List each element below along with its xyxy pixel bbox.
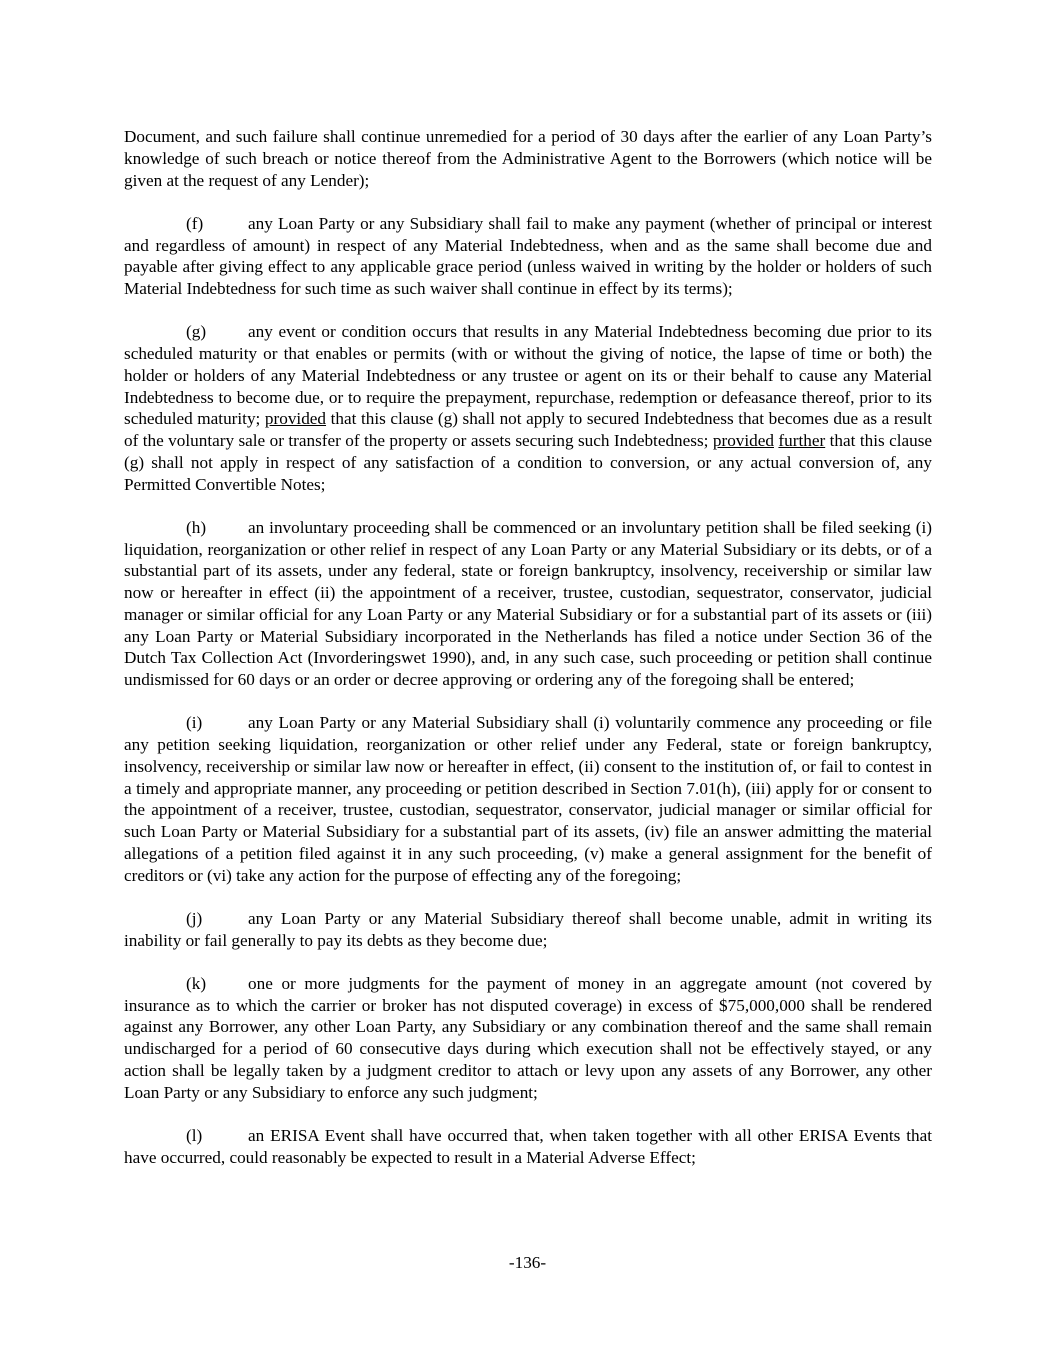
clause-f-text: any Loan Party or any Subsidiary shall fail to make any payment (whether of principal or interest and regardless of amount) in respect of any Material Indebtedness, when and as the same shall become due and payable after giving effect to any applicable grace period (unless waived in writing by the holder or holders of such Material Indebtedness for such time as such waiver shall continue in effect by its terms); xyxy=(124,213,932,298)
clause-j-text: any Loan Party or any Material Subsidiary thereof shall become unable, admit in writing its inability or fail generally to pay its debts as they become due; xyxy=(124,908,932,950)
clause-i xyxy=(124,712,932,886)
opening-paragraph-text: Document, and such failure shall continue unremedied for a period of 30 days after the earlier of any Loan Party’s knowledge of such breach or notice thereof from the Administrative Agent to the Borrowers (which notice will be given at the request of any Lender); xyxy=(124,127,932,190)
clause-g-further: further xyxy=(778,431,826,450)
clause-g-text-1: any event or condition occurs that results in any Material Indebtedness becoming due prior to its scheduled maturity or that enables or permits (with or without the giving of notice, the lapse of time or both) the holder or holders of any Material Indebtedness or any trustee or agent on its or their behalf to cause any Material Indebtedness to become due, or to require the prepayment, repurchase, redemption or defeasance thereof, prior to its scheduled maturity; xyxy=(124,322,932,429)
clause-l-label: (l) xyxy=(186,1125,203,1145)
clause-i-label: (i) xyxy=(186,713,203,733)
clause-h-label: (h) xyxy=(186,517,207,537)
clause-g-text-2: that this clause (g) shall not apply to secured Indebtedness that becomes due as a result of the voluntary sale or transfer of the property or assets securing such Indebtedness; xyxy=(124,409,933,450)
clause-l-text: an ERISA Event shall have occurred that, when taken together with all other ERISA Events that have occurred, could reasonably be expected to result in a Material Adverse Effect; xyxy=(124,1125,932,1167)
clause-k-label: (k) xyxy=(186,973,207,993)
clause-i-text: any Loan Party or any Material Subsidiary shall (i) voluntarily commence any proceeding or file any petition seeking liquidation, reorganization or other relief under any Federal, state or foreign bankruptcy, insolvency, receivership or similar law now or hereafter in effect, (ii) consent to the institution of, or fail to contest in a timely and appropriate manner, any proceeding or petition described in Section 7.01(h), (iii) apply for or consent to the appointment of a receiver, trustee, custodian, sequestrator, conservator, judicial manager or similar official for such Loan Party or Material Subsidiary for a substantial part of its assets, (iv) file an answer admitting the material allegations of a petition filed against it in any such proceeding, (v) make a general assignment for the benefit of creditors or (vi) take any action for the purpose of effecting any of the foregoing; xyxy=(124,713,932,885)
opening-paragraph xyxy=(124,126,932,191)
clause-g-text-3: that this clause (g) shall not apply in respect of any satisfaction of a condition to conversion, or any actual conversion of, any Permitted Convertible Notes; xyxy=(124,431,933,494)
clause-g-label: (g) xyxy=(186,322,207,342)
clause-k-text: one or more judgments for the payment of money in an aggregate amount (not covered by insurance as to which the carrier or broker has not disputed coverage) in excess of $75,000,000 shall be rendered against any Borrower, any other Loan Party, any Subsidiary or any combination thereof and the same shall remain undischarged for a period of 60 consecutive days during which execution shall not be effectively stayed, or any action shall be legally taken by a judgment creditor to attach or levy upon any assets of any Borrower, any other Loan Party or any Subsidiary to enforce any such judgment; xyxy=(124,973,932,1102)
clause-l xyxy=(124,1125,932,1169)
page-number: -136- xyxy=(508,1253,547,1272)
clause-j xyxy=(124,908,932,952)
clause-f-label: (f) xyxy=(186,213,204,233)
clause-h xyxy=(124,517,932,691)
document-page xyxy=(124,126,932,1190)
clause-g-provided-1: provided xyxy=(264,409,327,429)
clause-f xyxy=(124,213,932,300)
clause-g xyxy=(124,321,932,495)
clause-j-label: (j) xyxy=(186,908,203,928)
clause-g-provided-2: provided xyxy=(712,431,774,450)
clause-h-text: an involuntary proceeding shall be commenced or an involuntary petition shall be filed seeking (i) liquidation, reorganization or other relief in respect of any Loan Party or any Material Subsidiary or its debts, or of a substantial part of its assets, under any federal, state or foreign bankruptcy, insolvency, receivership or similar law now or hereafter in effect (ii) the appointment of a receiver, trustee, custodian, sequestrator, conservator, judicial manager or similar official for any Loan Party or any Material Subsidiary or for a substantial part of its assets or (iii) any Loan Party or Material Subsidiary incorporated in the Netherlands has filed a notice under Section 36 of the Dutch Tax Collection Act (Invorderingswet 1990), and, in any such case, such proceeding or petition shall continue undismissed for 60 days or an order or decree approving or ordering any of the foregoing shall be entered; xyxy=(124,517,932,689)
clause-k xyxy=(124,973,932,1104)
